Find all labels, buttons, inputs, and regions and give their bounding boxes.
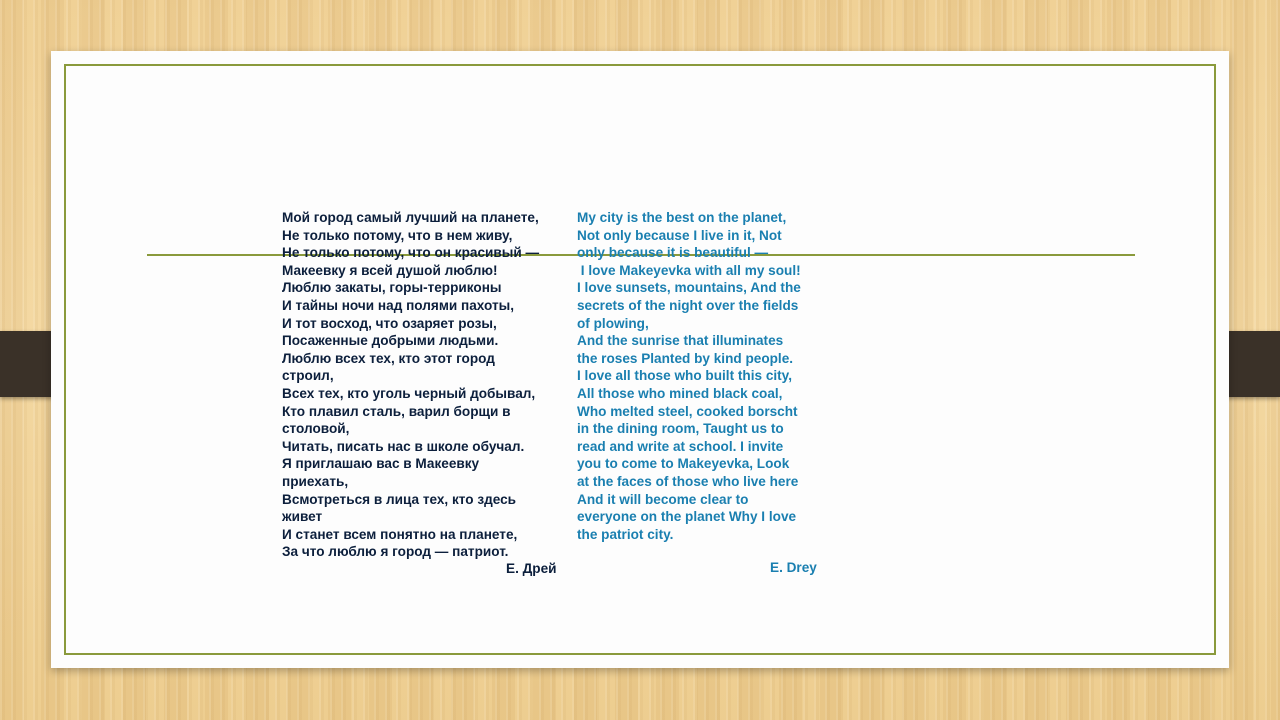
russian-poem-line: Всмотреться в лица тех, кто здесь [282,491,517,507]
english-author: E. Drey [770,560,817,575]
russian-poem-line: И тайны ночи над полями пахоты, [282,297,515,313]
english-poem-line: Not only because I live in it, Not [577,227,782,243]
russian-poem-line: И тот восход, что озаряет розы, [282,315,497,331]
russian-poem-line: Всех тех, кто уголь черный добывал, [282,385,536,401]
russian-poem-line: живет [282,509,323,525]
english-poem-line: Who melted steel, cooked borscht [577,403,798,419]
russian-poem-line: Посаженные добрыми людьми. [282,333,499,349]
russian-poem-line: Люблю всех тех, кто этот город [282,350,495,366]
russian-poem-line: Мой город самый лучший на планете, [282,210,539,225]
english-poem-line: the patriot city. [577,526,674,542]
russian-poem-line: Не только потому, что он красивый — [282,245,540,261]
english-poem-line: of plowing, [577,315,649,331]
english-poem-line: in the dining room, Taught us to [577,421,784,437]
russian-poem [282,209,539,561]
english-poem-line: only because it is beautiful — [577,245,769,261]
russian-poem-line: столовой, [282,421,350,437]
english-poem-line: I love sunsets, mountains, And the [577,280,801,296]
russian-poem-line: приехать, [282,473,349,489]
english-poem-line: My city is the best on the planet, [577,210,787,225]
english-poem-line: All those who mined black coal, [577,385,783,401]
english-poem-line: I love Makeyevka with all my soul! [577,262,801,278]
english-poem-line: secrets of the night over the fields [577,297,799,313]
russian-poem-line: Читать, писать нас в школе обучал. [282,438,525,454]
russian-poem-line: Люблю закаты, горы-терриконы [282,280,502,296]
russian-poem-line: Макеевку я всей душой люблю! [282,262,498,278]
russian-poem-line: строил, [282,368,334,384]
russian-poem-line: И станет всем понятно на планете, [282,526,518,542]
english-poem [577,209,801,543]
english-poem-line: everyone on the planet Why I love [577,509,797,525]
english-poem-line: read and write at school. I invite [577,438,784,454]
russian-poem-line: Не только потому, что в нем живу, [282,227,513,243]
russian-poem-line: За что люблю я город — патриот. [282,544,509,560]
english-poem-line: you to come to Makeyevka, Look [577,456,790,472]
russian-poem-line: Кто плавил сталь, варил борщи в [282,403,511,419]
russian-author: Е. Дрей [506,561,557,576]
english-poem-line: at the faces of those who live here [577,473,799,489]
english-poem-line: the roses Planted by kind people. [577,350,794,366]
english-poem-line: And the sunrise that illuminates [577,333,784,349]
english-poem-line: And it will become clear to [577,491,749,507]
russian-poem-line: Я приглашаю вас в Макеевку [282,456,480,472]
english-poem-line: I love all those who built this city, [577,368,793,384]
